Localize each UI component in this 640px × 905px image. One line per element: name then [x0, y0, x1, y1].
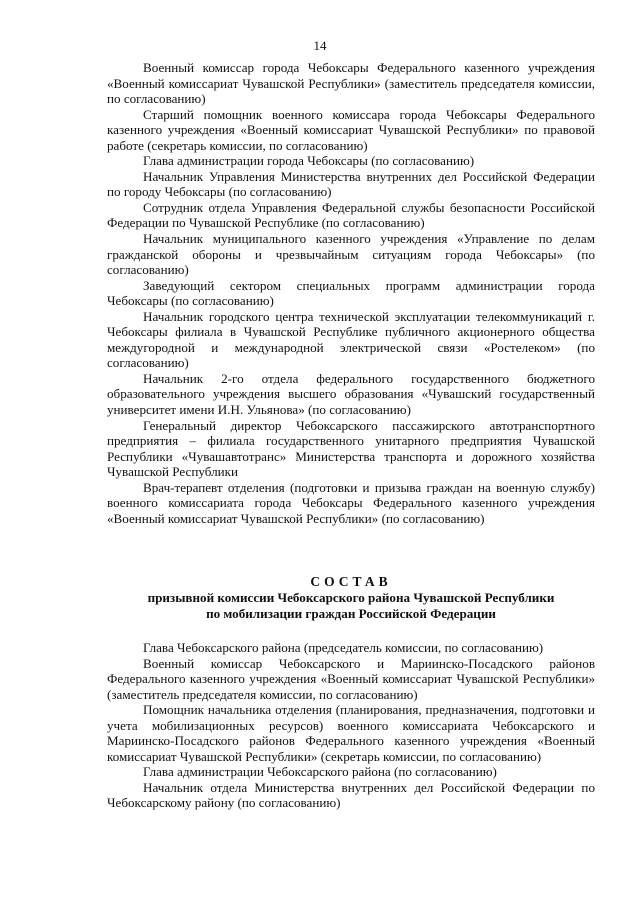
section-subtitle-line-2: по мобилизации граждан Российской Федерации	[206, 606, 496, 621]
member-entry: Глава администрации города Чебоксары (по согласованию)	[143, 153, 475, 169]
member-entry: Заведующий сектором специальных программ администрации города Чебоксары (по согласованию)	[107, 277, 595, 309]
member-entry: Начальник Управления Министерства внутренних дел Российской Федерации по городу Чебоксары (по согласованию)	[107, 168, 595, 200]
member-entry: Старший помощник военного комиссара города Чебоксары Федерального казенного учреждения «Военный комиссариат Чувашской Республики» по правовой работе (секретарь комиссии, по согласованию)	[107, 106, 595, 153]
member-entry: Глава Чебоксарского района (председатель комиссии, по согласованию)	[143, 640, 544, 655]
commission-members-list-city	[107, 60, 595, 526]
member-entry: Сотрудник отдела Управления Федеральной службы безопасности Российской Федерации по Чувашской Республике (по согласованию)	[107, 199, 595, 231]
member-entry: Военный комиссар города Чебоксары Федерального казенного учреждения «Военный комиссариат Чувашской Республики» (заместитель председателя комиссии, по согласованию)	[107, 60, 595, 107]
member-entry: Помощник начальника отделения (планирования, предназначения, подготовки и учета мобилизационных ресурсов) военного комиссариата Чебоксарского и Мариинско-Посадского районов Федерального казенного учреждения «Военный комиссариат Чувашской Республики» (секретарь комиссии, по согласованию)	[107, 702, 595, 764]
page-number: 14	[313, 38, 327, 53]
section-heading	[107, 574, 595, 622]
member-entry: Начальник 2-го отдела федерального государственного бюджетного образовательного учреждения высшего образования «Чувашский государственный университет имени И.Н. Ульянова» (по согласованию)	[107, 370, 595, 418]
member-entry: Глава администрации Чебоксарского района (по согласованию)	[143, 764, 497, 780]
section-title: СОСТАВ	[310, 574, 392, 589]
member-entry: Начальник отдела Министерства внутренних дел Российской Федерации по Чебоксарскому району (по согласованию)	[107, 779, 595, 811]
commission-members-list-district	[107, 640, 595, 811]
member-entry: Генеральный директор Чебоксарского пассажирского автотранспортного предприятия – филиала государственного унитарного предприятия Чувашской Республики «Чувашавтотранс» Министерства транспорта и дорожного хозяйства Чувашской Республики	[107, 417, 595, 480]
member-entry: Начальник муниципального казенного учреждения «Управление по делам гражданской обороны и чрезвычайным ситуациям города Чебоксары» (по согласованию)	[107, 231, 595, 278]
member-entry: Врач-терапевт отделения (подготовки и призыва граждан на военную службу) военного комиссариата города Чебоксары Федерального казенного учреждения «Военный комиссариат Чувашской Республики» (по согласованию)	[107, 479, 595, 526]
member-entry: Военный комиссар Чебоксарского и Мариинско-Посадского районов Федерального казенного учреждения «Военный комиссариат Чувашской Республики» (заместитель председателя комиссии, по согласованию)	[107, 655, 595, 702]
section-subtitle-line-1: призывной комиссии Чебоксарского района Чувашской Республики	[147, 590, 555, 605]
member-entry: Начальник городского центра технической эксплуатации телекоммуникаций г. Чебоксары филиала в Чувашской Республике публичного акционерного общества междугородной и международной электрической связи «Ростелеком» (по согласованию)	[107, 308, 595, 371]
